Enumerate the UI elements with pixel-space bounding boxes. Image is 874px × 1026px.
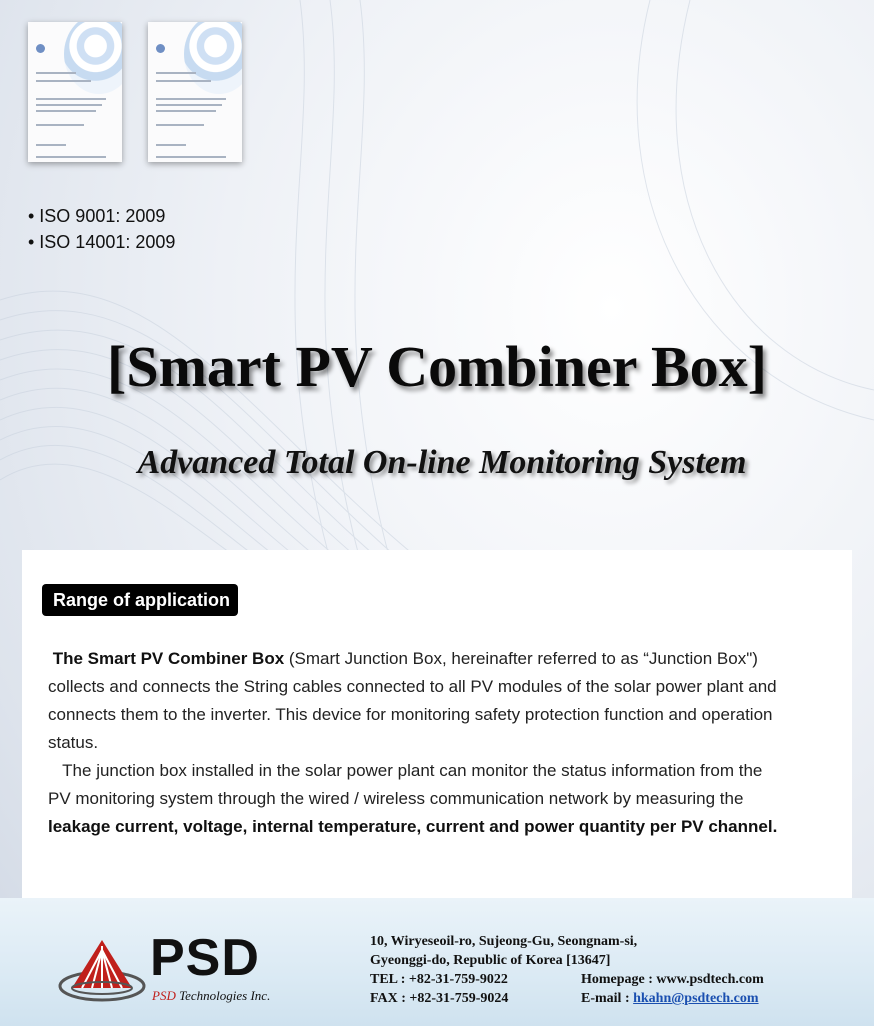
certificate-swirl-graphic bbox=[64, 22, 122, 94]
iso-14001-item: • ISO 14001: 2009 bbox=[28, 232, 176, 252]
measurement-list-bold: leakage current, voltage, internal temperature, current and power quantity per PV channel. bbox=[48, 817, 778, 836]
email: E-mail : hkahn@psdtech.com bbox=[581, 991, 759, 1006]
section-badge: Range of application bbox=[42, 584, 238, 616]
paragraph-2-text: The junction box installed in the solar power plant can monitor the status information from the PV monitoring system through the wired / wireless communication network by measuring the bbox=[48, 761, 763, 808]
address-line-1: 10, Wiryeseoil-ro, Sujeong-Gu, Seongnam-si, bbox=[370, 934, 638, 949]
iso-9001-certificate-image bbox=[28, 22, 122, 162]
description-text bbox=[48, 645, 788, 841]
fax: FAX : +82-31-759-9024 bbox=[370, 991, 509, 1006]
page-subtitle: Advanced Total On-line Monitoring System bbox=[137, 444, 747, 481]
email-link[interactable]: hkahn@psdtech.com bbox=[633, 991, 759, 1006]
brand-subtitle: PSD Technologies Inc. bbox=[152, 988, 271, 1003]
product-name-bold: The Smart PV Combiner Box bbox=[52, 649, 285, 668]
iso-14001-certificate-image bbox=[148, 22, 242, 162]
iso-9001-item: • ISO 9001: 2009 bbox=[28, 206, 166, 226]
brand-name: PSD bbox=[150, 929, 260, 987]
page-title: [Smart PV Combiner Box] bbox=[107, 334, 767, 399]
address-line-2: Gyeonggi-do, Republic of Korea [13647] bbox=[370, 953, 611, 968]
psd-logo-icon bbox=[58, 936, 148, 1004]
paragraph-1 bbox=[48, 645, 788, 757]
telephone: TEL : +82-31-759-9022 bbox=[370, 972, 508, 987]
certificate-icon bbox=[36, 44, 45, 53]
paragraph-1-text: (Smart Junction Box, hereinafter referred to as “Junction Box") collects and connects the String cables connected to all PV modules of the solar power plant and connects them to the inverter. This device for monitoring safety protection function and operation status. bbox=[48, 649, 777, 752]
certificate-swirl-graphic bbox=[184, 22, 242, 94]
homepage[interactable]: Homepage : www.psdtech.com bbox=[581, 972, 764, 987]
certificate-icon bbox=[156, 44, 165, 53]
paragraph-2 bbox=[48, 757, 788, 841]
